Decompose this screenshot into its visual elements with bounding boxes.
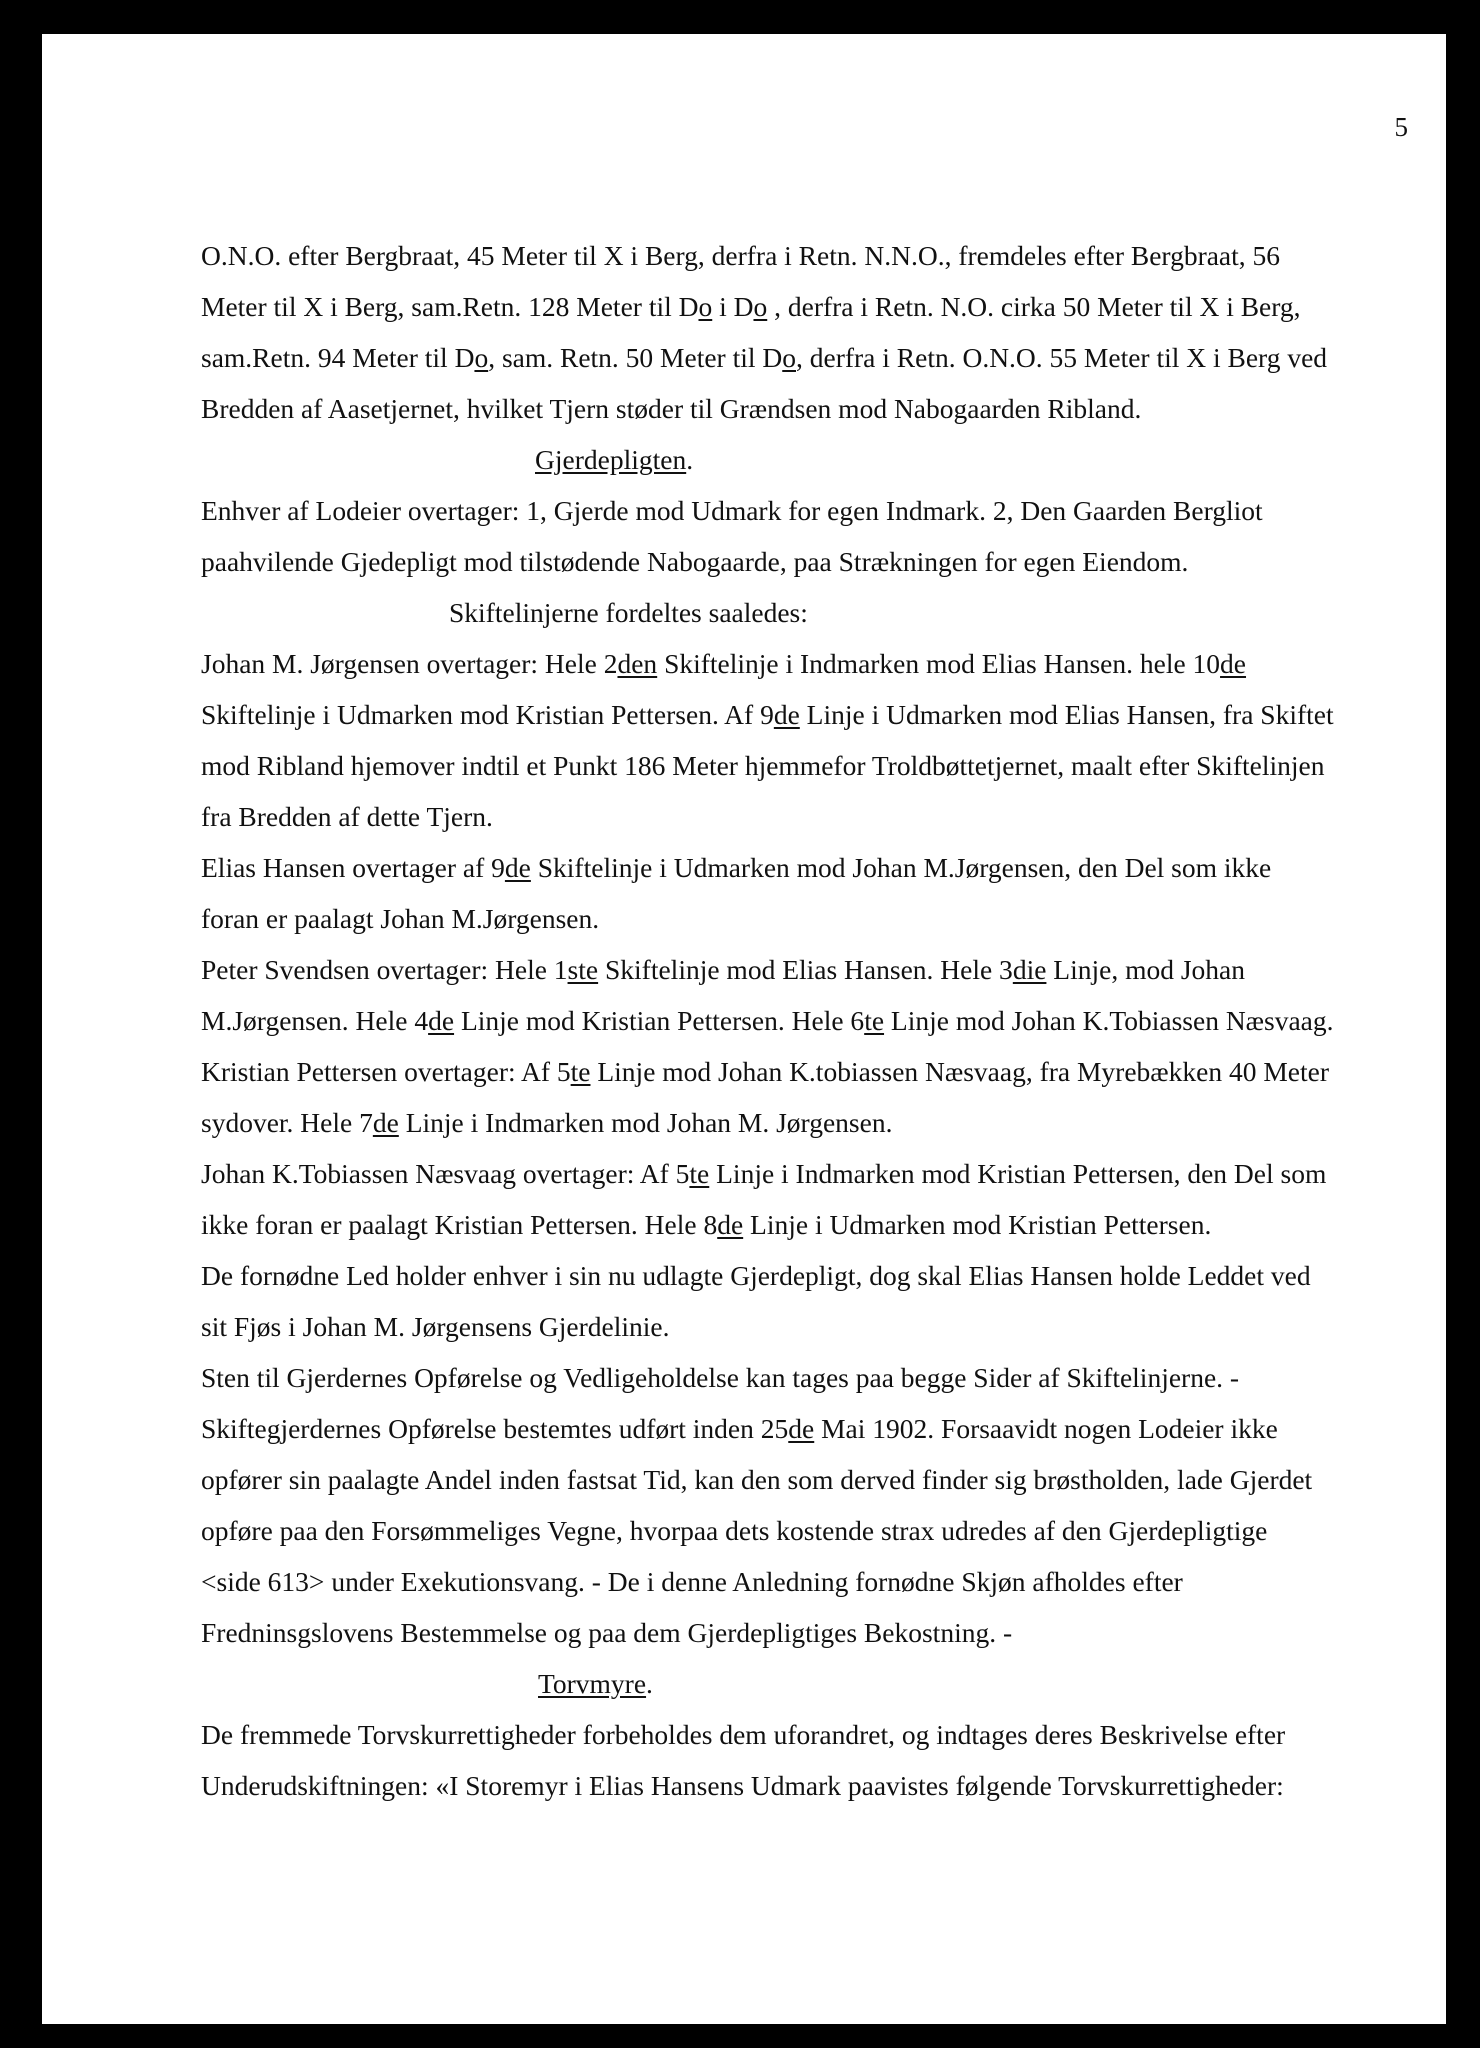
text-run: Linje, mod Johan — [1046, 954, 1246, 985]
text-line — [201, 1403, 1391, 1454]
text-run: Mai 1902. Forsaavidt nogen Lodeier ikke — [814, 1413, 1278, 1444]
document-body — [201, 230, 1391, 1811]
text-line — [201, 536, 1391, 587]
text-line — [201, 1352, 1391, 1403]
underlined-text: te — [570, 1056, 591, 1087]
underlined-text: de — [717, 1209, 744, 1240]
text-run: Bredden af Aasetjernet, hvilket Tjern støder til Grændsen mod Nabogaarden Ribland. — [201, 393, 1142, 424]
text-line — [201, 1250, 1391, 1301]
text-run: foran er paalagt Johan M.Jørgensen. — [201, 903, 600, 934]
text-run: <side 613> under Exekutionsvang. - De i denne Anledning fornødne Skjøn afholdes efter — [201, 1566, 1183, 1597]
page-number: 5 — [1394, 112, 1408, 142]
text-run: paahvilende Gjedepligt mod tilstødende Nabogaarde, paa Strækningen for egen Eiendom. — [201, 546, 1189, 577]
text-run: , derfra i Retn. N.O. cirka 50 Meter til X i Berg, — [767, 291, 1301, 322]
underlined-text: te — [864, 1005, 885, 1036]
text-line — [201, 1046, 1391, 1097]
text-run: Meter til X i Berg, sam.Retn. 128 Meter til D — [201, 291, 699, 322]
underlined-text: de — [788, 1413, 815, 1444]
text-line — [201, 1148, 1391, 1199]
text-run: Kristian Pettersen overtager: Af 5 — [201, 1056, 571, 1087]
text-run: Skiftelinje i Udmarken mod Johan M.Jørgensen, den Del som ikke — [530, 852, 1272, 883]
text-line — [201, 791, 1391, 842]
text-run: sam.Retn. 94 Meter til D — [201, 342, 475, 373]
section-heading — [201, 1658, 1391, 1709]
text-run: , derfra i Retn. O.N.O. 55 Meter til X i Berg ved — [796, 342, 1328, 373]
text-run: opfører sin paalagte Andel inden fastsat Tid, kan den som derved finder sig brøstholden, lade Gjerdet — [201, 1464, 1313, 1495]
text-line — [201, 689, 1391, 740]
section-heading — [201, 587, 1391, 638]
text-run: Fredninsgslovens Bestemmelse og paa dem Gjerdepligtiges Bekostning. - — [201, 1617, 1013, 1648]
underlined-text: die — [1012, 954, 1047, 985]
text-run: Linje mod Johan K.Tobiassen Næsvaag. — [884, 1005, 1334, 1036]
underlined-text: o — [474, 342, 489, 373]
underlined-text: o — [698, 291, 713, 322]
text-run: Skiftelinjerne fordeltes saaledes: — [449, 597, 808, 628]
text-line — [201, 842, 1391, 893]
text-run: Linje i Indmarken mod Kristian Pettersen, den Del som — [709, 1158, 1327, 1189]
text-run: fra Bredden af dette Tjern. — [201, 801, 493, 832]
underlined-text: ste — [567, 954, 599, 985]
text-run: Elias Hansen overtager af 9 — [201, 852, 505, 883]
text-run: Johan K.Tobiassen Næsvaag overtager: Af 5 — [201, 1158, 690, 1189]
text-line — [201, 332, 1391, 383]
underlined-text: de — [504, 852, 531, 883]
text-line — [201, 1607, 1391, 1658]
text-line — [201, 1760, 1391, 1811]
text-run: Skiftelinje i Indmarken mod Elias Hansen. hele 10 — [657, 648, 1221, 679]
text-run: Enhver af Lodeier overtager: 1, Gjerde mod Udmark for egen Indmark. 2, Den Gaarden Bergliot — [201, 495, 1263, 526]
text-run: De fremmede Torvskurrettigheder forbeholdes dem uforandret, og indtages deres Beskrivelse efter — [201, 1719, 1286, 1750]
underlined-text: de — [372, 1107, 399, 1138]
document-page — [42, 34, 1446, 2024]
text-line — [201, 995, 1391, 1046]
text-line — [201, 1454, 1391, 1505]
text-run: , sam. Retn. 50 Meter til D — [488, 342, 783, 373]
text-run: O.N.O. efter Bergbraat, 45 Meter til X i Berg, derfra i Retn. N.N.O., fremdeles efter Bergbraat, 56 — [201, 240, 1281, 271]
text-line — [201, 944, 1391, 995]
underlined-text: de — [773, 699, 800, 730]
underlined-text: o — [753, 291, 768, 322]
text-run: sit Fjøs i Johan M. Jørgensens Gjerdelinie. — [201, 1311, 670, 1342]
text-line — [201, 1709, 1391, 1760]
text-run: mod Ribland hjemover indtil et Punkt 186 Meter hjemmefor Troldbøttetjernet, maalt efter Skiftelinjen — [201, 750, 1325, 781]
underlined-text: o — [782, 342, 796, 373]
underlined-text: Gjerdepligten — [535, 444, 687, 475]
section-heading — [201, 434, 1391, 485]
text-line — [201, 1199, 1391, 1250]
text-run: i D — [712, 291, 754, 322]
text-run: Linje i Udmarken mod Elias Hansen, fra Skiftet — [799, 699, 1334, 730]
text-line — [201, 230, 1391, 281]
text-line — [201, 383, 1391, 434]
underlined-text: den — [617, 648, 658, 679]
text-run: opføre paa den Forsømmeliges Vegne, hvorpaa dets kostende strax udredes af den Gjerdepligtige — [201, 1515, 1268, 1546]
text-run: Underudskiftningen: «I Storemyr i Elias Hansens Udmark paavistes følgende Torvskurrettigheder: — [201, 1770, 1284, 1801]
text-line — [201, 893, 1391, 944]
text-line — [201, 1505, 1391, 1556]
text-run: Linje i Indmarken mod Johan M. Jørgensen. — [398, 1107, 893, 1138]
underlined-text: te — [689, 1158, 710, 1189]
underlined-text: de — [428, 1005, 455, 1036]
text-run: Peter Svendsen overtager: Hele 1 — [201, 954, 568, 985]
text-line — [201, 485, 1391, 536]
text-run: Linje mod Kristian Pettersen. Hele 6 — [454, 1005, 865, 1036]
text-line — [201, 1556, 1391, 1607]
text-run: Skiftelinje i Udmarken mod Kristian Pettersen. Af 9 — [201, 699, 774, 730]
text-run: Linje i Udmarken mod Kristian Pettersen. — [743, 1209, 1212, 1240]
text-run: Johan M. Jørgensen overtager: Hele 2 — [201, 648, 618, 679]
underlined-text: de — [1220, 648, 1247, 679]
text-run: De fornødne Led holder enhver i sin nu udlagte Gjerdepligt, dog skal Elias Hansen holde Leddet ved — [201, 1260, 1311, 1291]
text-run: sydover. Hele 7 — [201, 1107, 373, 1138]
text-run: . — [686, 444, 694, 475]
text-run: Sten til Gjerdernes Opførelse og Vedligeholdelse kan tages paa begge Sider af Skiftelinjerne. - — [201, 1362, 1240, 1393]
underlined-text: Torvmyre — [538, 1668, 647, 1699]
text-line — [201, 1301, 1391, 1352]
text-run: ikke foran er paalagt Kristian Pettersen. Hele 8 — [201, 1209, 718, 1240]
text-run: . — [646, 1668, 653, 1699]
text-run: Linje mod Johan K.tobiassen Næsvaag, fra Myrebækken 40 Meter — [590, 1056, 1330, 1087]
text-run: Skiftelinje mod Elias Hansen. Hele 3 — [598, 954, 1013, 985]
text-line — [201, 638, 1391, 689]
text-line — [201, 1097, 1391, 1148]
text-run: Skiftegjerdernes Opførelse bestemtes udført inden 25 — [201, 1413, 789, 1444]
text-run: M.Jørgensen. Hele 4 — [201, 1005, 429, 1036]
text-line — [201, 740, 1391, 791]
text-line — [201, 281, 1391, 332]
